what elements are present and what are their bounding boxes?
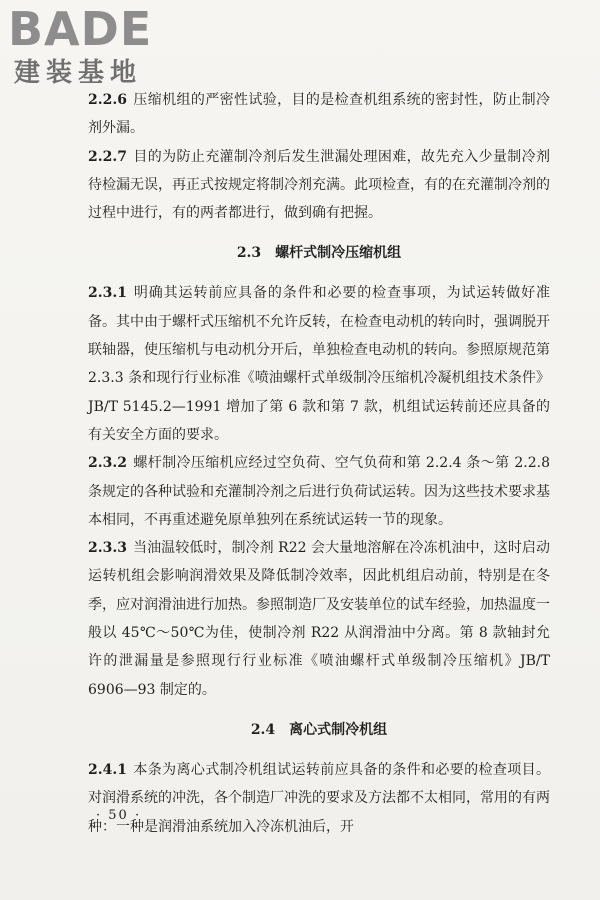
section-heading-2-4 [88, 716, 550, 744]
watermark-subtitle: 建装基地 [14, 58, 143, 88]
clause-2-3-2 [88, 449, 550, 534]
section-number: 2.4 [250, 721, 276, 738]
clause-number: 2.3.1 [88, 285, 127, 302]
clause-number: 2.2.6 [88, 92, 127, 108]
clause-text: 螺杆制冷压缩机应经过空负荷、空气负荷和第 2.2.4 条～第 2.2.8 条规定的各种试验和充灌制冷剂之后进行负荷试运转。因为这些技术要求基本相同，不再重述避免原单独列在系统试运转一节的现象。 [88, 455, 550, 528]
clause-text: 压缩机组的严密性试验，目的是检查机组系统的密封性，防止制冷剂外漏。 [88, 92, 550, 137]
clause-text: 本条为离心式制冷机组试运转前应具备的条件和必要的检查项目。对润滑系统的冲洗，各个制造厂冲洗的要求及方法都不太相同，常用的有两种：一种是润滑油系统加入冷冻机油后，开 [88, 761, 550, 835]
section-heading-2-3 [88, 239, 550, 267]
clause-number: 2.3.2 [88, 455, 127, 472]
clause-2-2-7 [88, 143, 550, 228]
page-number: · 50 · [96, 808, 142, 823]
section-title: 螺杆式制冷压缩机组 [275, 245, 402, 262]
clause-text: 明确其运转前应具备的条件和必要的检查事项，为试运转做好准备。其中由于螺杆式压缩机不允许反转，在检查电动机的转向时，强调脱开联轴器，使压缩机与电动机分开后，单独检查电动机的转向。参照原规范第 2.3.3 条和现行行业标准《喷油螺杆式单级制冷压缩机冷凝机组技术条件》JB/T 5145.2—1991 增加了第 6 款和第 7 款，机组试运转前还应具备的有关安全方面的要求。 [88, 285, 550, 443]
clause-number: 2.2.7 [88, 148, 127, 165]
clause-2-3-1 [88, 279, 550, 449]
clause-text: 目的为防止充灌制冷剂后发生泄漏处理困难，故先充入少量制冷剂待检漏无误，再正式按规定将制冷剂充满。此项检查，有的在充灌制冷剂的过程中进行，有的两者都进行，做到确有把握。 [88, 148, 550, 222]
clause-2-2-6 [88, 86, 550, 143]
document-body [88, 86, 550, 841]
clause-number: 2.3.3 [88, 540, 127, 557]
watermark-brand: BADE [8, 2, 153, 56]
watermark-logo [8, 2, 178, 96]
clause-2-4-1 [88, 756, 550, 841]
clause-2-3-3 [88, 534, 550, 704]
section-number: 2.3 [236, 245, 262, 262]
clause-number: 2.4.1 [88, 761, 127, 778]
section-title: 离心式制冷机组 [289, 721, 388, 738]
clause-text: 当油温较低时，制冷剂 R22 会大量地溶解在冷冻机油中，这时启动运转机组会影响润滑效果及降低制冷效率，因此机组启动前，特别是在冬季，应对润滑油进行加热。参照制造厂及安装单位的试车经验，加热温度一般以 45℃～50℃为佳，使制冷剂 R22 从润滑油中分离。第 8 款轴封允许的泄漏量是参照现行行业标准《喷油螺杆式单级制冷压缩机》JB/T 6906—93 制定的。 [88, 540, 550, 698]
